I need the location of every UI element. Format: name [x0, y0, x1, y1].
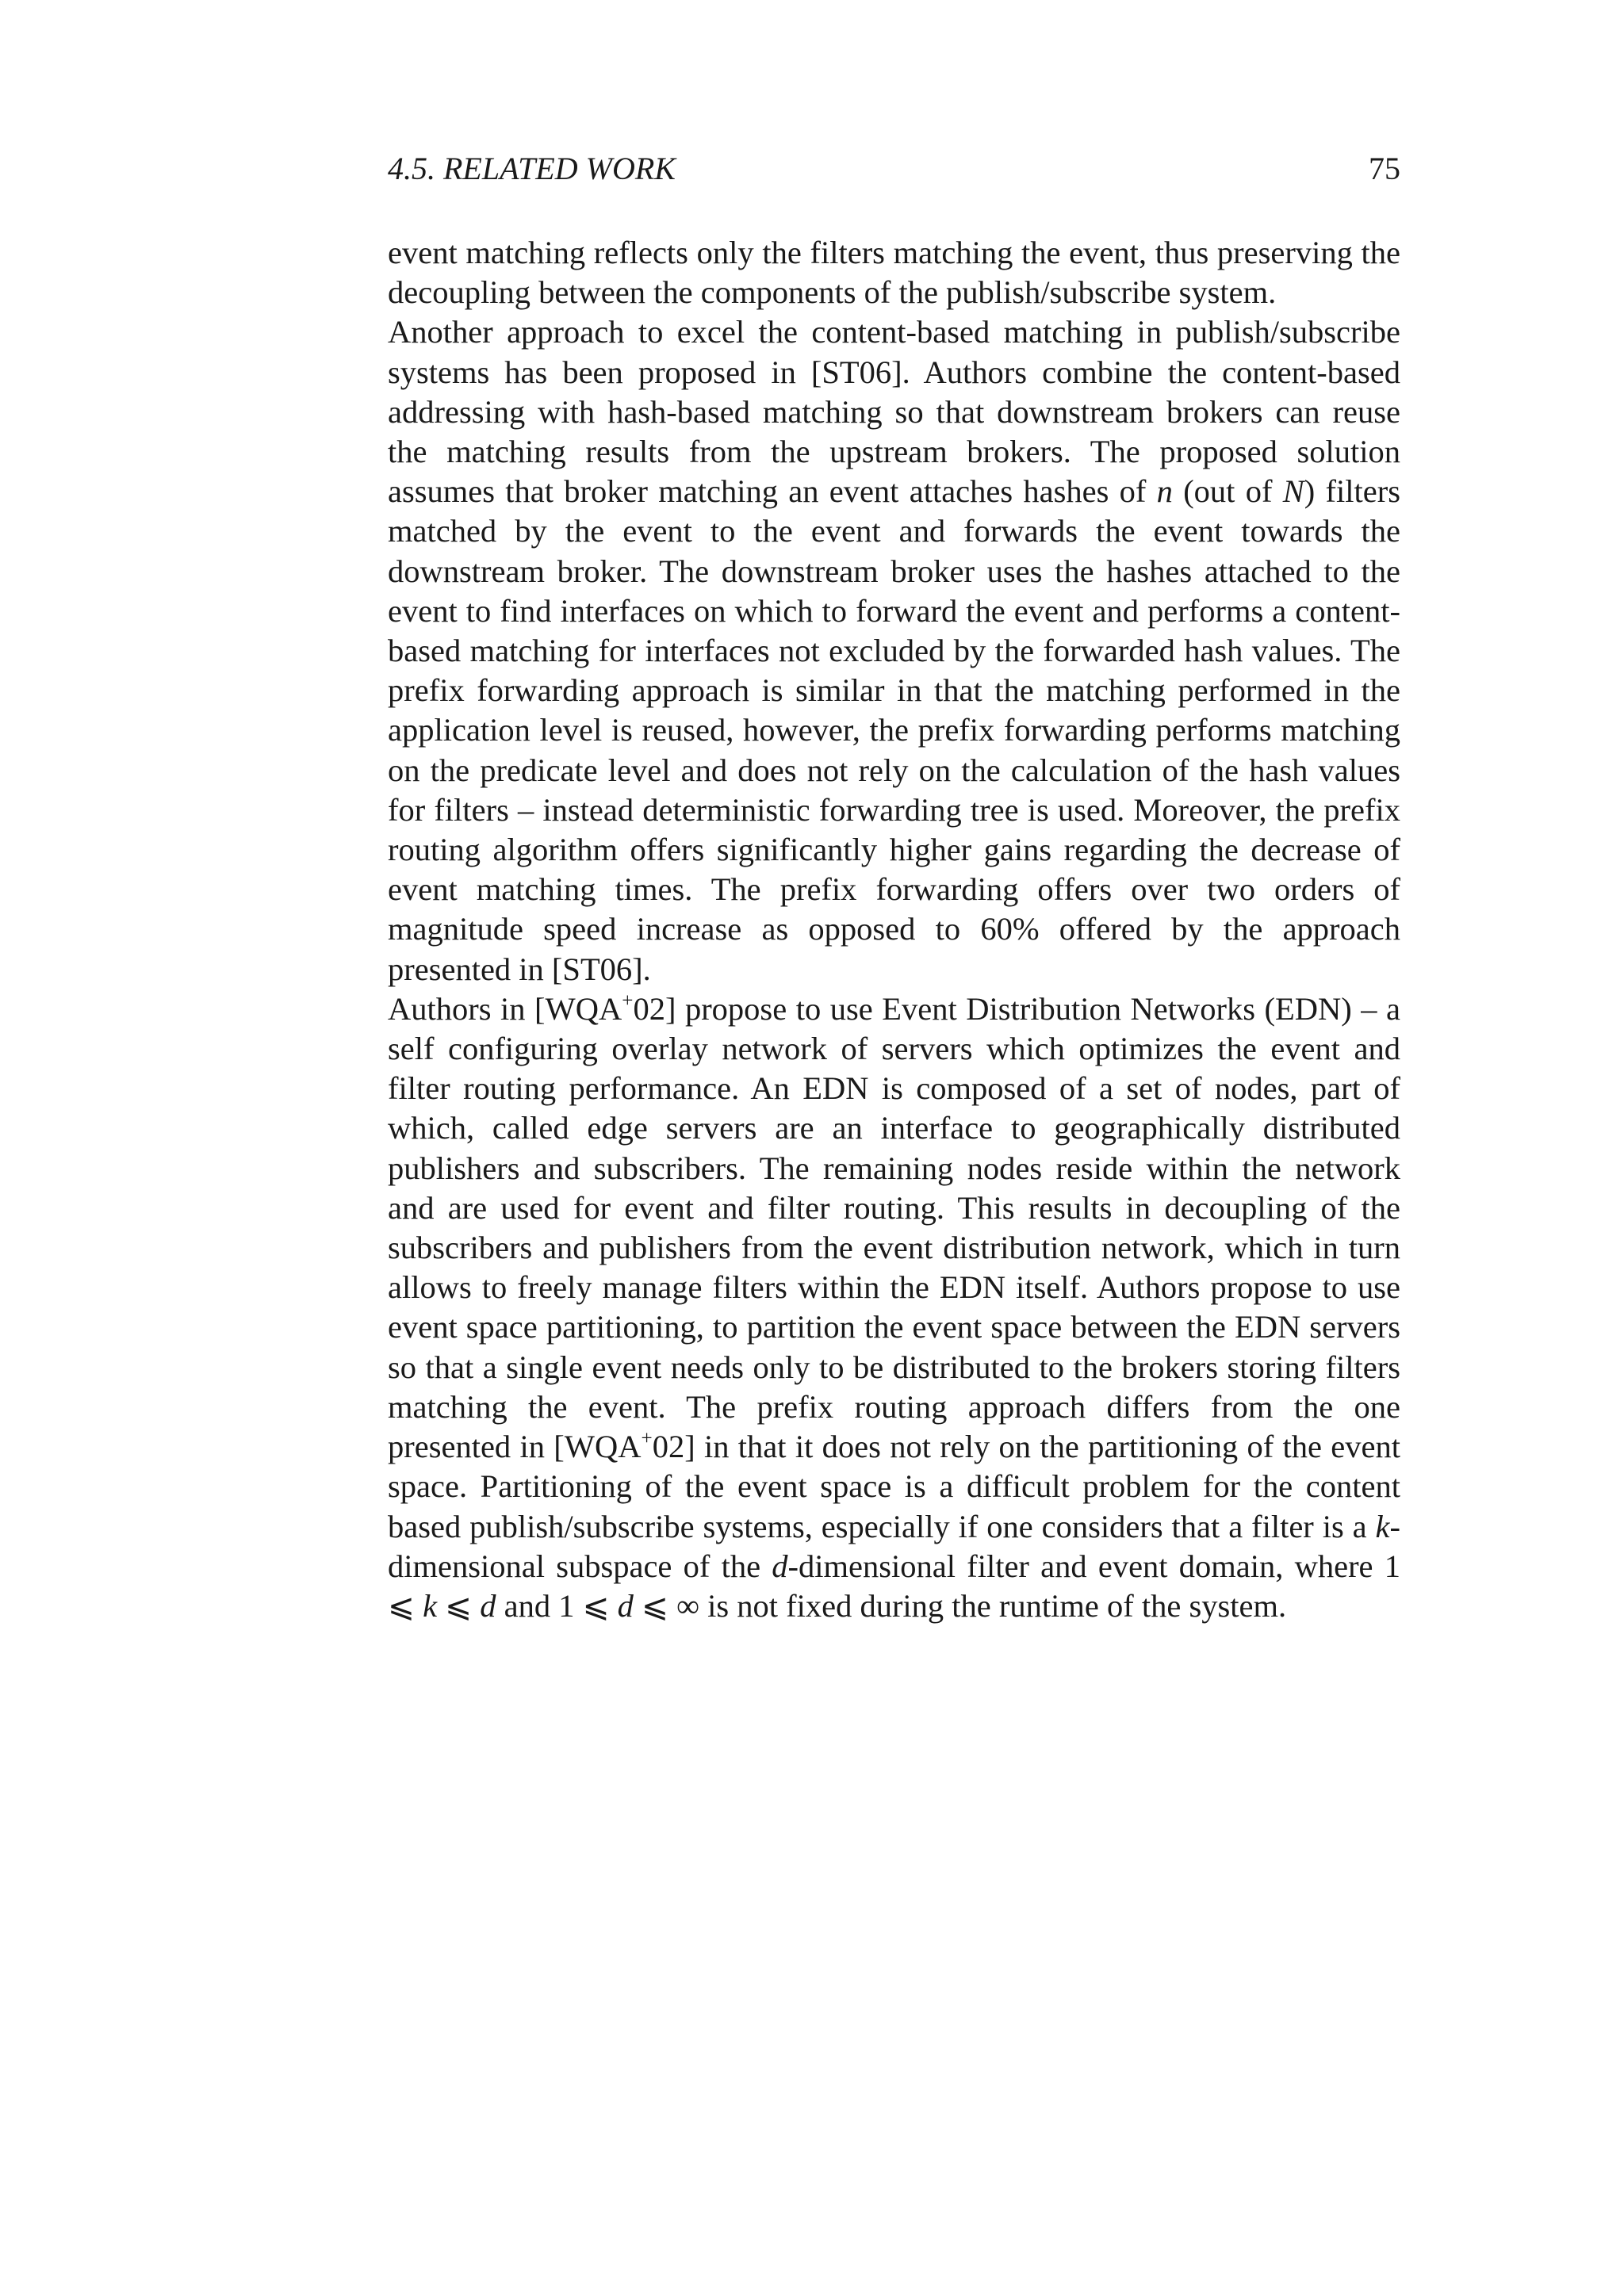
body-text	[388, 233, 1400, 1626]
text-segment: -dimensional subspace of the	[388, 1508, 1400, 1584]
text-segment: 02] propose to use Event Distribution Networks (EDN) – a self configuring overlay network of servers which optimizes the event and filter routing performance. An EDN is composed of a set of nodes, part of which, called edge servers are an interface to geographically distributed publishers and subscribers. The remaining nodes reside within the network and are used for event and filter routing. This results in decoupling of the subscribers and publishers from the event distribution network, which in turn allows to freely manage filters within the EDN itself. Authors propose to use event space partitioning, to partition the event space between the EDN servers so that a single event needs only to be distributed to the brokers storing filters matching the event. The prefix routing approach differs from the one presented in [WQA	[388, 990, 1400, 1465]
text-segment: event matching reflects only the filters matching the event, thus preserving the decoupling between the components of the publish/subscribe system.	[388, 235, 1400, 311]
math-variable: N	[1282, 473, 1304, 510]
text-segment: and 1 ⩽	[496, 1587, 618, 1624]
text-segment: 02] in that it does not rely on the partitioning of the event space. Partitioning of the event space is a difficult problem for the content based publish/subscribe systems, especially if one considers that a filter is a	[388, 1429, 1400, 1544]
math-variable: d	[617, 1587, 634, 1624]
paragraph	[388, 312, 1400, 989]
text-segment: (out of	[1172, 473, 1283, 510]
math-variable: k	[423, 1587, 438, 1624]
text-segment: -dimensional filter and event domain, where 1 ⩽	[388, 1548, 1400, 1624]
running-header	[388, 145, 1400, 193]
page-number: 75	[1369, 151, 1400, 186]
text-segment: Authors in [WQA	[388, 990, 622, 1027]
section-title: 4.5. RELATED WORK	[388, 151, 676, 186]
math-variable: d	[480, 1587, 496, 1624]
superscript: +	[622, 990, 634, 1012]
math-variable: k	[1375, 1508, 1390, 1544]
text-segment: ⩽ ∞ is not fixed during the runtime of the system.	[633, 1587, 1287, 1624]
math-variable: d	[772, 1548, 788, 1584]
text-segment: ) filters matched by the event to the event and forwards the event towards the downstream broker. The downstream broker uses the hashes attached to the event to find interfaces on which to forward the event and performs a content-based matching for interfaces not excluded by the forwarded hash values. The prefix forwarding approach is similar in that the matching performed in the application level is reused, however, the prefix forwarding performs matching on the predicate level and does not rely on the calculation of the hash values for filters – instead deterministic forwarding tree is used. Moreover, the prefix routing algorithm offers significantly higher gains regarding the decrease of event matching times. The prefix forwarding offers over two orders of magnitude speed increase as opposed to 60% offered by the approach presented in [ST06].	[388, 473, 1400, 987]
paragraph	[388, 989, 1400, 1626]
text-segment: ⩽	[437, 1587, 481, 1624]
paragraph	[388, 233, 1400, 312]
superscript: +	[641, 1428, 653, 1450]
math-variable: n	[1156, 473, 1173, 510]
text-segment: Another approach to excel the content-based matching in publish/subscribe systems has been proposed in [ST06]. Authors combine the content-based addressing with hash-based matching so that downstream brokers can reuse the matching results from the upstream brokers. The proposed solution assumes that broker matching an event attaches hashes of	[388, 314, 1400, 510]
